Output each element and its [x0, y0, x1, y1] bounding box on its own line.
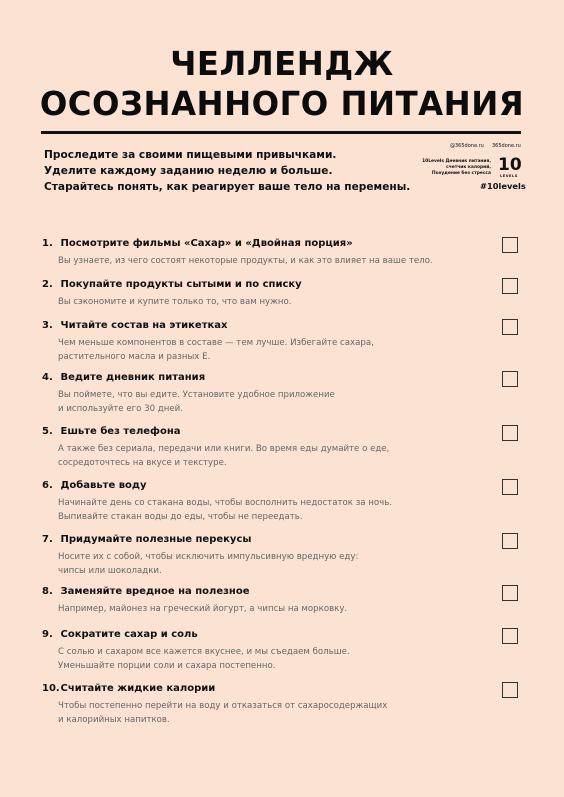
- item-checkbox[interactable]: [502, 425, 518, 441]
- item-title: Добавьте воду: [60, 480, 147, 491]
- desc-line: и калорийных напитков.: [58, 715, 170, 725]
- instagram-handle[interactable]: @365done.ru: [450, 143, 484, 149]
- desc-line: Носите их с собой, чтобы исключить импульсивную вредную еду:: [58, 552, 359, 562]
- item-number: 1.: [42, 238, 53, 249]
- item-title: Посмотрите фильмы «Сахар» и «Двойная порция»: [60, 238, 353, 249]
- item-checkbox[interactable]: [502, 278, 518, 294]
- desc-line: и используйте его 30 дней.: [58, 404, 183, 414]
- item-checkbox[interactable]: [502, 533, 518, 549]
- brand-tagline: Похудение без стресса: [431, 171, 491, 176]
- checklist-item: [42, 682, 512, 727]
- item-description: [58, 295, 512, 309]
- item-title: Читайте состав на этикетках: [60, 320, 228, 331]
- checklist-item: [42, 585, 512, 616]
- item-description: [58, 602, 512, 616]
- item-checkbox[interactable]: [502, 682, 518, 698]
- item-description: [58, 645, 512, 673]
- item-title: Заменяйте вредное на полезное: [60, 586, 250, 597]
- item-title: Покупайте продукты сытыми и по списку: [60, 279, 302, 290]
- checklist-item: [42, 237, 512, 268]
- desc-line: Чем меньше компонентов в составе — тем лучше. Избегайте сахара,: [58, 338, 374, 348]
- intro-text: [44, 147, 411, 195]
- item-number: 7.: [42, 534, 53, 545]
- desc-line: С солью и сахаром все кажется вкуснее, и мы съедаем больше.: [58, 647, 350, 657]
- desc-line: Вы узнаете, из чего состоят некоторые продукты, и как это влияет на ваше тело.: [58, 256, 433, 266]
- item-checkbox[interactable]: [502, 585, 518, 601]
- brand-block: [418, 143, 526, 195]
- item-title: Ешьте без телефона: [60, 426, 181, 437]
- checklist-item: [42, 479, 512, 524]
- desc-line: Чтобы постепенно перейти на воду и отказаться от сахаросодержащих: [58, 701, 388, 711]
- checklist-item: [42, 278, 512, 309]
- item-description: [58, 699, 512, 727]
- page-title-line1: ЧЕЛЛЕНДЖ: [170, 44, 394, 83]
- checklist-item: [42, 425, 512, 470]
- item-title: Сократите сахар и соль: [60, 629, 198, 640]
- item-description: [58, 550, 512, 578]
- desc-line: Начинайте день со стакана воды, чтобы восполнить недостаток за ночь.: [58, 498, 393, 508]
- item-title: Придумайте полезные перекусы: [60, 534, 252, 545]
- item-checkbox[interactable]: [502, 479, 518, 495]
- checklist-item: [42, 371, 512, 416]
- item-title: Считайте жидкие калории: [60, 683, 216, 694]
- title-divider: [41, 131, 521, 134]
- item-number: 4.: [42, 372, 53, 383]
- checklist-item: [42, 533, 512, 578]
- desc-line: Например, майонез на греческий йогурт, а чипсы на морковку.: [58, 604, 348, 614]
- page-title-line2: ОСОЗНАННОГО ПИТАНИЯ: [39, 84, 525, 123]
- hashtag: #10levels: [480, 181, 526, 191]
- item-number: 8.: [42, 586, 53, 597]
- item-description: [58, 254, 512, 268]
- desc-line: сосредоточтесь на вкусе и текстуре.: [58, 458, 227, 468]
- brand-tagline: 10Levels Дневник питания,: [422, 159, 491, 164]
- desc-line: А также без сериала, передачи или книги. Во время еды думайте о еде,: [58, 444, 390, 454]
- desc-line: Вы сэкономите и купите только то, что вам нужно.: [58, 297, 292, 307]
- checklist-item: [42, 319, 512, 364]
- brand-tagline: счетчик калорий,: [446, 165, 491, 170]
- item-number: 2.: [42, 279, 53, 290]
- item-number: 6.: [42, 480, 53, 491]
- desc-line: Уменьшайте порции соли и сахара постепенно.: [58, 661, 276, 671]
- item-checkbox[interactable]: [502, 628, 518, 644]
- item-checkbox[interactable]: [502, 237, 518, 253]
- desc-line: Выпивайте стакан воды до еды, чтобы не переедать.: [58, 512, 303, 522]
- item-title: Ведите дневник питания: [60, 372, 206, 383]
- brand-logo-number: 10: [498, 155, 522, 175]
- intro-line: Уделите каждому заданию неделю и больше.: [44, 165, 333, 177]
- checklist-item: [42, 628, 512, 673]
- item-description: [58, 442, 512, 470]
- desc-line: Вы поймете, что вы едите. Установите удобное приложение: [58, 390, 335, 400]
- item-description: [58, 388, 512, 416]
- item-number: 3.: [42, 320, 53, 331]
- item-checkbox[interactable]: [502, 371, 518, 387]
- website-link[interactable]: 365done.ru: [492, 143, 521, 149]
- item-description: [58, 496, 512, 524]
- desc-line: растительного масла и разных Е.: [58, 352, 211, 362]
- item-description: [58, 336, 512, 364]
- intro-line: Старайтесь понять, как реагирует ваше тело на перемены.: [44, 181, 411, 193]
- item-number: 10.: [42, 683, 60, 694]
- brand-logo-word: LEVELS: [500, 174, 518, 178]
- intro-line: Проследите за своими пищевыми привычками.: [44, 149, 337, 161]
- desc-line: чипсы или шоколадки.: [58, 566, 162, 576]
- item-number: 9.: [42, 629, 53, 640]
- item-checkbox[interactable]: [502, 319, 518, 335]
- item-number: 5.: [42, 426, 53, 437]
